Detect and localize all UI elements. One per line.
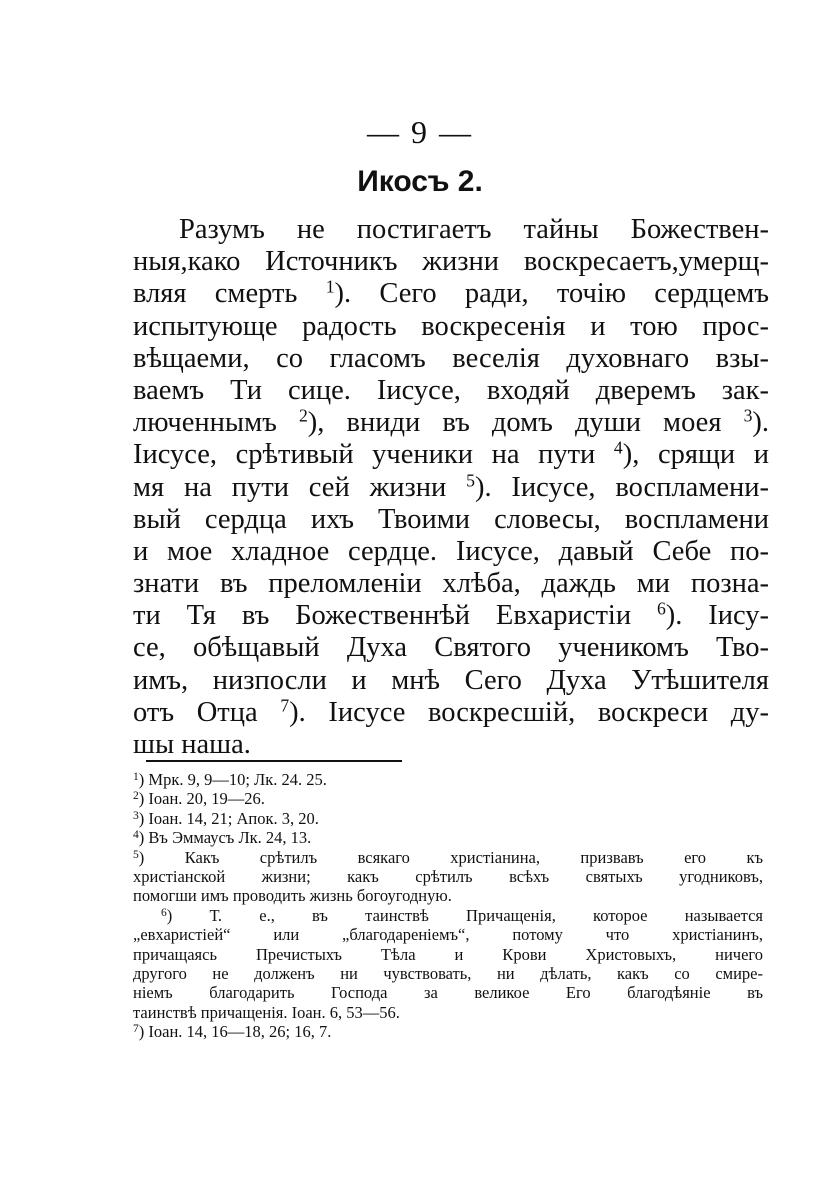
footnote: $^6$) Т. е., въ таинствѣ Причащенія, которое называется	[161, 905, 764, 925]
text-line: ныя,како Источникъ жизни воскресаетъ,умерщ-	[133, 246, 769, 278]
footnote: $^5$) Какъ срѣтилъ всякаго христіанина, призвавъ его къ	[133, 847, 764, 867]
page-number: — 9 —	[367, 114, 473, 150]
footnote: $^2$) Іоан. 20, 19—26.	[133, 789, 265, 809]
footnote-line: помогши имъ проводить жизнь богоугодную.	[133, 886, 452, 906]
footnote-mark: 1	[133, 770, 139, 783]
text-line: се, обѣщавый Духа Святого ученикомъ Тво-	[133, 632, 769, 664]
text-line: испытующе радость воскресенія и тою прос-	[133, 310, 769, 342]
text-line: мя на пути сей жизни $^5$). Іисусе, воспламени-	[133, 469, 770, 503]
footnote-mark: 5	[133, 848, 139, 861]
text-line: Разумъ не постигаетъ тайны Божествен-	[179, 214, 769, 245]
footnote-ref: 7	[280, 695, 290, 716]
footnote-line: христіанской жизни; какъ срѣтилъ всѣхъ святыхъ угодниковъ,	[133, 866, 763, 886]
footnote-ref: 1	[325, 276, 335, 297]
footnote-line: причащаясь Пречистыхъ Тѣла и Крови Христовыхъ, ничего	[133, 944, 763, 964]
footnote: $^1$) Мрк. 9, 9—10; Лк. 24. 25.	[133, 770, 327, 789]
text-line: отъ Отца $^7$). Іисусе воскресшій, воскреси ду-	[133, 695, 769, 728]
text-line: шы наша.	[133, 729, 251, 760]
footnote-ref: 4	[613, 437, 623, 458]
text-line: Іисусе, срѣтивый ученики на пути $^4$), срящи и	[133, 437, 769, 471]
footnote-mark: 4	[133, 828, 139, 841]
footnote-line: таинствѣ причащенія. Іоан. 6, 53—56.	[133, 1002, 400, 1022]
footnote: $^3$) Іоан. 14, 21; Апок. 3, 20.	[133, 808, 319, 828]
footnote-line: ніемъ благодарить Господа за великое Его благодѣяніе въ	[133, 983, 763, 1003]
footnote-line: „евхаристіей“ или „благодареніемъ“, потому что христіанинъ,	[133, 925, 763, 945]
footnote-ref: 3	[743, 405, 753, 426]
footnote-divider	[146, 760, 402, 762]
text-line: люченнымъ $^2$), вниди въ домъ души моея $^3$).	[133, 405, 770, 439]
footnote-ref: 5	[466, 469, 475, 490]
text-line: вѣщаеми, со гласомъ веселія духовнаго взы-	[133, 342, 769, 374]
footnote-mark: 3	[133, 809, 139, 822]
text-line: вляя смерть $^1$). Сего ради, точію сердцемъ	[133, 276, 770, 310]
footnotes	[133, 770, 763, 1041]
footnote-ref: 2	[298, 405, 308, 426]
footnote-line: другого не долженъ ни чувствовать, ни дѣлать, какъ со смире-	[133, 963, 763, 983]
footnote-mark: 2	[133, 790, 139, 803]
main-text	[133, 214, 769, 761]
footnote-mark: 7	[133, 1022, 139, 1035]
text-line: имъ, низпосли и мнѣ Сего Духа Утѣшителя	[133, 664, 769, 696]
text-line: ти Тя въ Божественнѣй Евхаристіи $^6$). Іису-	[133, 598, 769, 632]
footnote-mark: 6	[161, 906, 167, 919]
footnote: $^7$) Іоан. 14, 16—18, 26; 16, 7.	[133, 1022, 332, 1042]
section-heading: Икосъ 2.	[357, 165, 483, 198]
footnote: $^4$) Въ Эммаусъ Лк. 24, 13.	[133, 828, 312, 848]
footnote-ref: 6	[656, 598, 666, 619]
text-line: ваемъ Ти сице. Іисусе, входяй дверемъ зак-	[133, 374, 769, 406]
text-line: вый сердца ихъ Твоими словесы, воспламени	[133, 503, 769, 535]
text-line: знати въ преломленіи хлѣба, даждь ми позна-	[133, 568, 769, 600]
text-line: и мое хладное сердце. Іисусе, давый Себе по-	[133, 535, 769, 567]
